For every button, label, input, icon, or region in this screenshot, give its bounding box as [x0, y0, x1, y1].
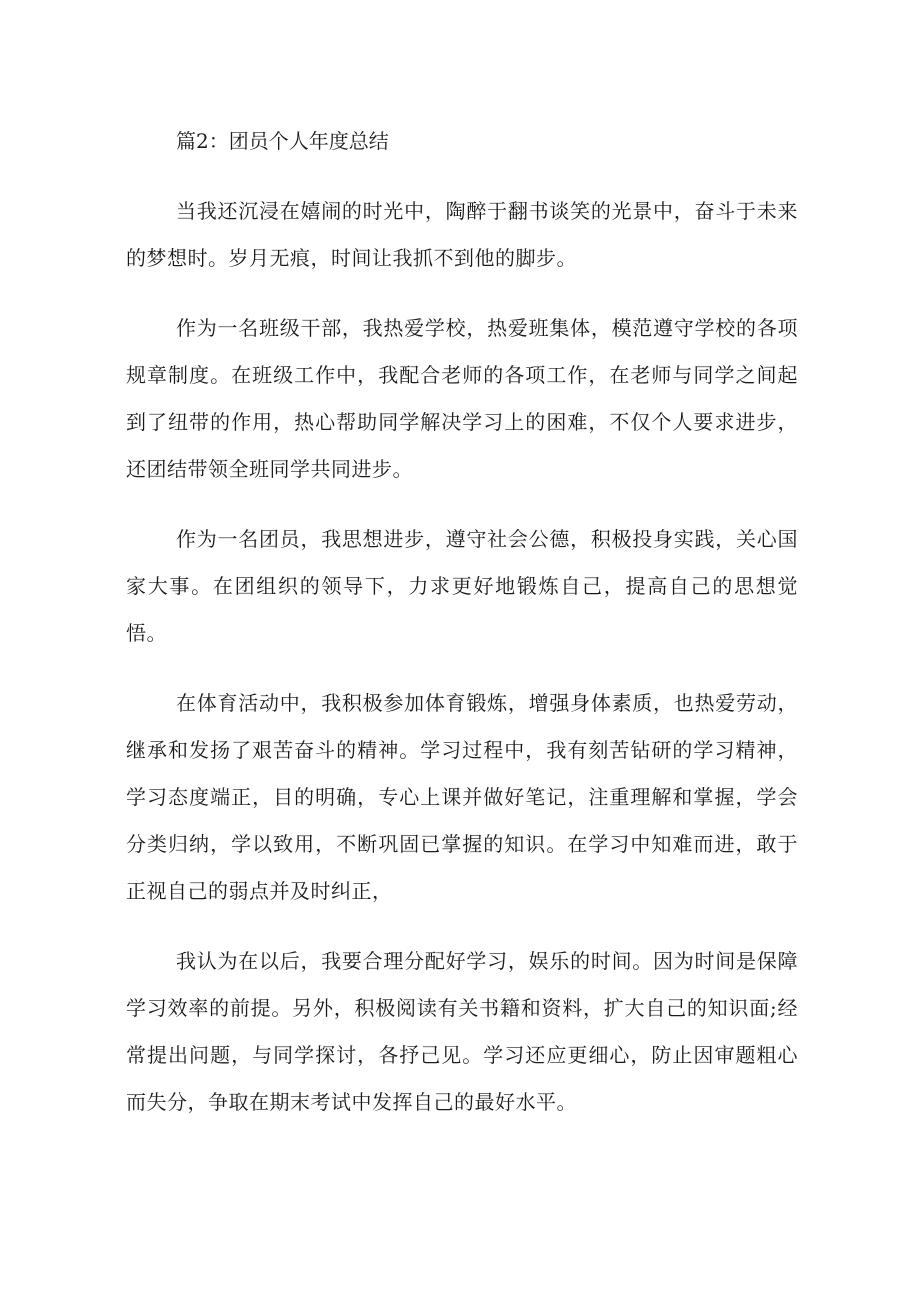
document-body — [126, 118, 798, 1149]
paragraph-5: 我认为在以后，我要合理分配好学习，娱乐的时间。因为时间是保障学习效率的前提。另外，积极阅读有关书籍和资料，扩大自己的知识面;经常提出问题，与同学探讨，各抒己见。学习还应更细心，防止因审题粗心而失分，争取在期末考试中发挥自己的最好水平。 — [126, 949, 798, 1114]
paragraph-3: 作为一名团员，我思想进步，遵守社会公德，积极投身实践，关心国家大事。在团组织的领导下，力求更好地锻炼自己，提高自己的思想觉悟。 — [126, 527, 798, 645]
paragraph-2: 作为一名班级干部，我热爱学校，热爱班集体，模范遵守学校的各项规章制度。在班级工作中，我配合老师的各项工作，在老师与同学之间起到了纽带的作用，热心帮助同学解决学习上的困难，不仅个人要求进步，还团结带领全班同学共同进步。 — [126, 316, 798, 481]
paragraph-1: 当我还沉浸在嬉闹的时光中，陶醉于翻书谈笑的光景中，奋斗于未来的梦想时。岁月无痕，时间让我抓不到他的脚步。 — [126, 199, 798, 270]
paragraph-4: 在体育活动中，我积极参加体育锻炼，增强身体素质，也热爱劳动，继承和发扬了艰苦奋斗的精神。学习过程中，我有刻苦钻研的学习精神，学习态度端正，目的明确，专心上课并做好笔记，注重理解和掌握，学会分类归纳，学以致用，不断巩固已掌握的知识。在学习中知难而进，敢于正视自己的弱点并及时纠正， — [126, 691, 798, 903]
section-heading: 篇2：团员个人年度总结 — [176, 129, 389, 153]
